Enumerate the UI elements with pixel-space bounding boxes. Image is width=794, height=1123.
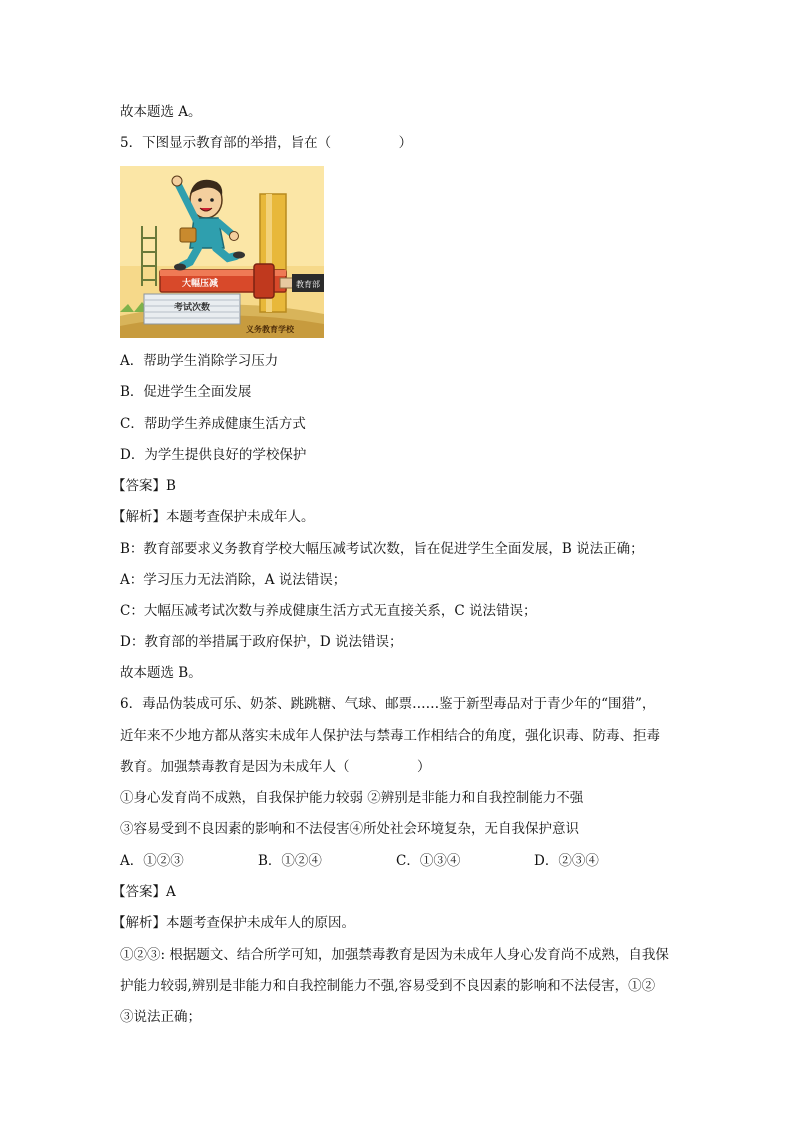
q5-stem: 5．下图显示教育部的举措，旨在（ ）: [120, 135, 413, 151]
q6-analysis-intro: 【解析】本题考查保护未成年人的原因。: [112, 915, 355, 931]
q5-answer: 【答案】B: [112, 478, 176, 494]
q6-options-row: [120, 851, 680, 871]
q5-analysis-c: C：大幅压减考试次数与养成健康生活方式无直接关系，C 说法错误；: [120, 603, 537, 619]
q6-answer: 【答案】A: [112, 884, 176, 900]
q6-stem-line-2: 近年来不少地方都从落实未成年人保护法与禁毒工作相结合的角度，强化识毒、防毒、拒毒: [120, 728, 660, 744]
q5-option-b: B．促进学生全面发展: [120, 384, 252, 400]
q6-statement-line-1: ①身心发育尚不成熟，自我保护能力较弱 ②辨别是非能力和自我控制能力不强: [120, 790, 584, 806]
q6-statement-line-2: ③容易受到不良因素的影响和不法侵害④所处社会环境复杂，无自我保护意识: [120, 821, 579, 837]
q5-conclusion: 故本题选 B。: [120, 665, 202, 681]
ministry-sign-label: 教育部: [296, 280, 320, 289]
q5-analysis-a: A：学习压力无法消除，A 说法错误；: [120, 572, 347, 588]
q5-analysis-d: D：教育部的举措属于政府保护，D 说法错误；: [120, 634, 403, 650]
q5-analysis-intro: 【解析】本题考查保护未成年人。: [112, 509, 315, 525]
q6-option-a: A．①②③: [120, 853, 184, 869]
ground-label: 义务教育学校: [246, 325, 294, 334]
q6-option-c: C．①③④: [396, 853, 461, 869]
q5-cartoon-image: [120, 166, 324, 338]
q5-analysis-b: B：教育部要求义务教育学校大幅压减考试次数，旨在促进学生全面发展，B 说法正确；: [120, 541, 644, 557]
q5-option-c: C．帮助学生养成健康生活方式: [120, 416, 306, 432]
q4-conclusion: 故本题选 A。: [120, 104, 202, 120]
q5-option-d: D．为学生提供良好的学校保护: [120, 447, 307, 463]
q6-stem-line-3: 教育。加强禁毒教育是因为未成年人（ ）: [120, 759, 431, 775]
q6-option-d: D．②③④: [534, 853, 599, 869]
q5-option-a: A．帮助学生消除学习压力: [120, 353, 279, 369]
paper-label: 考试次数: [173, 303, 211, 313]
q6-analysis-line-3: ③说法正确；: [120, 1009, 201, 1025]
q6-option-b: B．①②④: [258, 853, 322, 869]
q6-analysis-line-1: ①②③: 根据题文、结合所学可知，加强禁毒教育是因为未成年人身心发育尚不成熟，自我保: [120, 947, 669, 963]
q6-stem-line-1: 6．毒品伪装成可乐、奶茶、跳跳糖、气球、邮票……鉴于新型毒品对于青少年的“围猎”，: [120, 696, 656, 712]
banner-label: 大幅压减: [181, 279, 219, 289]
q6-analysis-line-2: 护能力较弱,辨别是非能力和自我控制能力不强,容易受到不良因素的影响和不法侵害，①②: [120, 978, 656, 994]
